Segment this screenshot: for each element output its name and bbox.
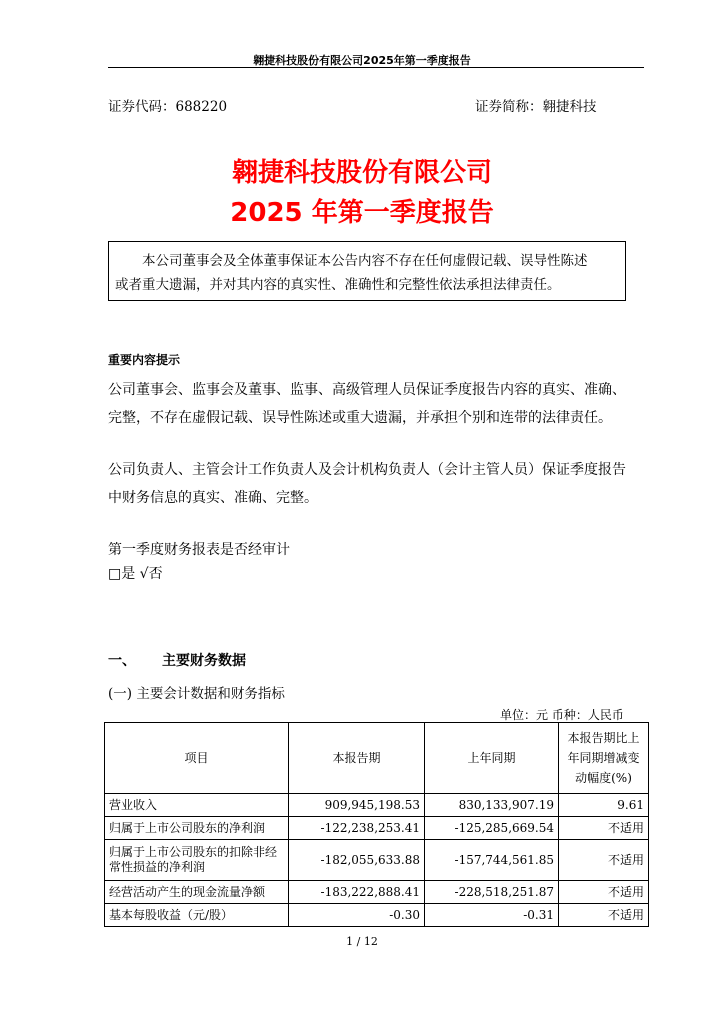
current-value: -183,222,888.41 bbox=[289, 881, 425, 904]
current-value: -182,055,633.88 bbox=[289, 840, 425, 881]
running-header: 翱捷科技股份有限公司2025年第一季度报告 bbox=[253, 54, 471, 67]
current-value: -122,238,253.41 bbox=[289, 817, 425, 840]
highlights-paragraph-2 bbox=[108, 456, 648, 512]
notice-line-1: 本公司董事会及全体董事保证本公告内容不存在任何虚假记载、误导性陈述 bbox=[142, 253, 588, 269]
row-label: 经营活动产生的现金流量净额 bbox=[105, 881, 289, 904]
current-value: 909,945,198.53 bbox=[289, 794, 425, 817]
paragraph-line: 完整，不存在虚假记载、误导性陈述或重大遗漏，并承担个别和连带的法律责任。 bbox=[108, 410, 612, 426]
table-row bbox=[105, 881, 649, 904]
audit-answer: □是 √否 bbox=[108, 566, 163, 582]
highlights-paragraph-1 bbox=[108, 376, 648, 432]
header-change-pct: 本报告期比上年同期增减变动幅度(%) bbox=[559, 723, 649, 794]
paragraph-line: 中财务信息的真实、准确、完整。 bbox=[108, 490, 318, 506]
table-row bbox=[105, 794, 649, 817]
prior-value: -157,744,561.85 bbox=[425, 840, 559, 881]
change-value: 不适用 bbox=[559, 840, 649, 881]
prior-value: -228,518,251.87 bbox=[425, 881, 559, 904]
table-row bbox=[105, 817, 649, 840]
row-label: 归属于上市公司股东的净利润 bbox=[105, 817, 289, 840]
stock-code: 证券代码：688220 bbox=[108, 99, 228, 115]
audit-question: 第一季度财务报表是否经审计 bbox=[108, 542, 290, 558]
table-row bbox=[105, 904, 649, 927]
unit-currency-note: 单位：元 币种：人民币 bbox=[500, 708, 624, 722]
change-value: 不适用 bbox=[559, 881, 649, 904]
header-item: 项目 bbox=[105, 723, 289, 794]
prior-value: -125,285,669.54 bbox=[425, 817, 559, 840]
paragraph-line: 公司负责人、主管会计工作负责人及会计机构负责人（会计主管人员）保证季度报告 bbox=[108, 462, 626, 478]
change-value: 9.61 bbox=[559, 794, 649, 817]
change-value: 不适用 bbox=[559, 904, 649, 927]
prior-value: 830,133,907.19 bbox=[425, 794, 559, 817]
row-label: 基本每股收益（元/股） bbox=[105, 904, 289, 927]
table-row bbox=[105, 840, 649, 881]
page-number: 1 / 12 bbox=[346, 935, 378, 948]
notice-line-2: 或者重大遗漏，并对其内容的真实性、准确性和完整性依法承担法律责任。 bbox=[115, 277, 561, 293]
report-title: 2025 年第一季度报告 bbox=[230, 198, 494, 228]
company-title: 翱捷科技股份有限公司 bbox=[231, 158, 492, 188]
stock-abbreviation: 证券简称：翱捷科技 bbox=[475, 99, 597, 115]
header-current-period: 本报告期 bbox=[289, 723, 425, 794]
table-header-row bbox=[105, 723, 649, 794]
board-notice-box bbox=[108, 241, 626, 301]
financial-data-table bbox=[104, 722, 649, 927]
paragraph-line: 公司董事会、监事会及董事、监事、高级管理人员保证季度报告内容的真实、准确、 bbox=[108, 382, 626, 398]
change-value: 不适用 bbox=[559, 817, 649, 840]
section-number: 一、 bbox=[108, 653, 136, 669]
row-label: 归属于上市公司股东的扣除非经常性损益的净利润 bbox=[105, 840, 289, 881]
current-value: -0.30 bbox=[289, 904, 425, 927]
header-rule bbox=[108, 67, 644, 68]
section-title: 主要财务数据 bbox=[162, 653, 246, 669]
prior-value: -0.31 bbox=[425, 904, 559, 927]
subsection-title: (一) 主要会计数据和财务指标 bbox=[108, 686, 285, 702]
header-prior-period: 上年同期 bbox=[425, 723, 559, 794]
row-label: 营业收入 bbox=[105, 794, 289, 817]
highlights-heading: 重要内容提示 bbox=[108, 353, 181, 367]
